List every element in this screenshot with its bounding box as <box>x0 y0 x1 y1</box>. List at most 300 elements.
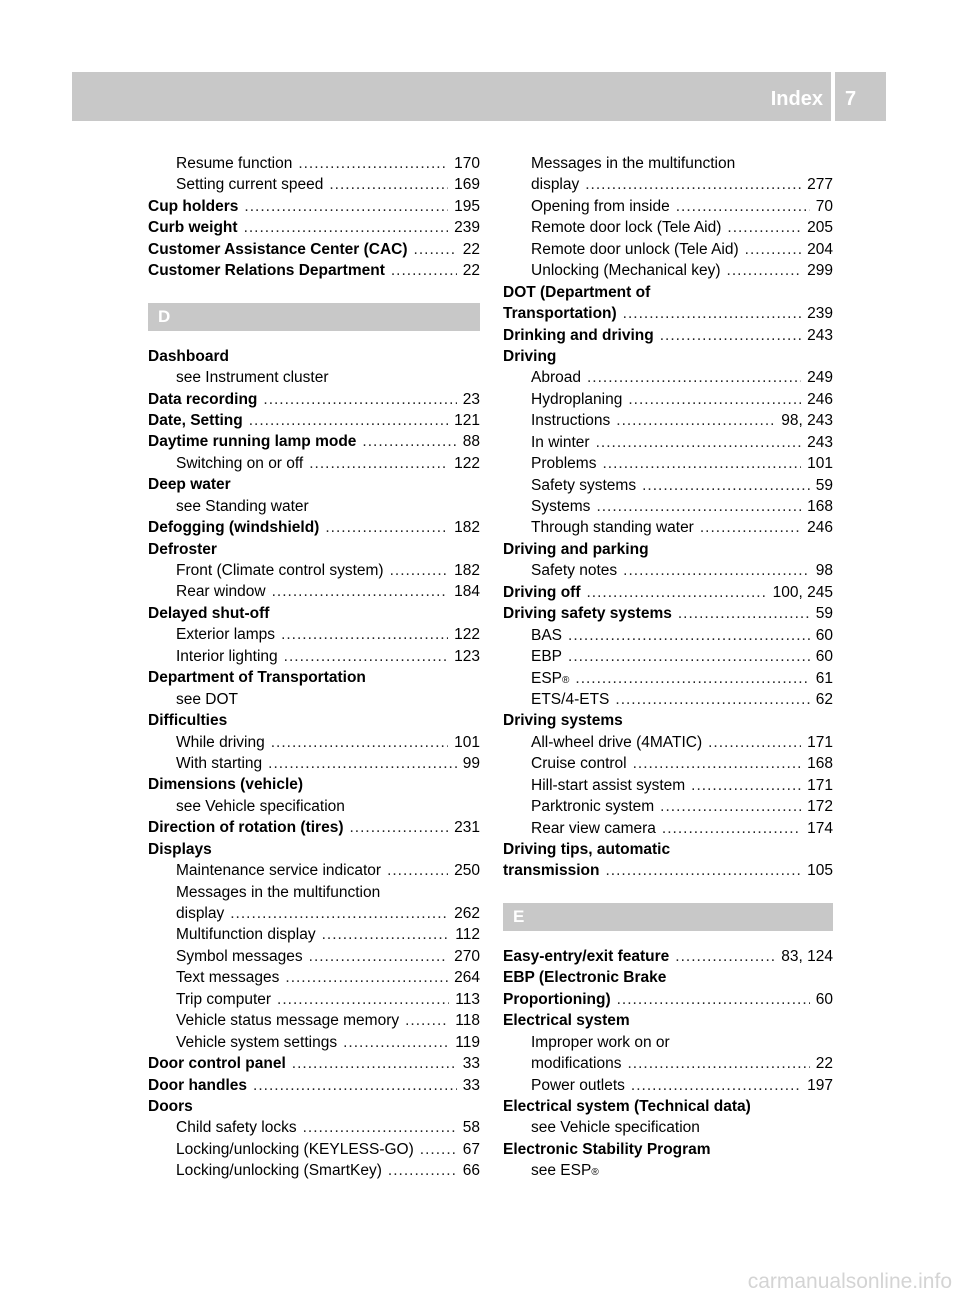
page-reference: 62 <box>815 690 833 708</box>
index-subentry <box>503 625 833 646</box>
entry-label: Switching on or off <box>176 454 304 472</box>
entry-label: Parktronic system <box>531 798 655 816</box>
leader-dots <box>727 260 802 281</box>
index-subentry <box>503 239 833 260</box>
entry-label: Cruise control <box>531 755 627 773</box>
page-reference: 195 <box>454 197 480 215</box>
page-reference: 264 <box>454 969 480 987</box>
page-reference: 299 <box>807 262 833 280</box>
leader-dots <box>617 989 810 1010</box>
page-reference: 205 <box>807 219 833 237</box>
index-entry <box>148 539 480 560</box>
leader-dots <box>623 560 810 581</box>
entry-label: Opening from inside <box>531 197 670 215</box>
index-subentry <box>148 967 480 988</box>
leader-dots <box>271 732 448 753</box>
entry-label: Delayed shut-off <box>148 604 270 622</box>
index-subentry <box>148 732 480 753</box>
section-spacer <box>503 931 833 946</box>
index-subentry <box>503 796 833 817</box>
leader-dots <box>285 967 448 988</box>
entry-label: Maintenance service indicator <box>176 862 382 880</box>
entry-label: Dimensions (vehicle) <box>148 776 304 794</box>
page-reference: 172 <box>807 798 833 816</box>
page-reference: 112 <box>455 926 480 944</box>
index-entry <box>148 667 480 688</box>
index-entry <box>503 1096 833 1117</box>
entry-label: EBP <box>531 648 563 666</box>
section-letter-header: D <box>148 303 480 331</box>
index-subentry <box>148 903 480 924</box>
index-entry <box>503 946 833 967</box>
page-reference: 70 <box>815 197 833 215</box>
leader-dots <box>708 732 801 753</box>
leader-dots <box>642 475 810 496</box>
index-subentry <box>503 496 833 517</box>
index-subentry <box>503 410 833 431</box>
page-reference: 59 <box>815 605 833 623</box>
index-subentry <box>148 496 480 517</box>
leader-dots <box>414 239 457 260</box>
leader-dots <box>390 560 449 581</box>
entry-label: ESP <box>531 669 563 687</box>
entry-label: Driving off <box>503 583 581 601</box>
page-reference: 184 <box>454 583 480 601</box>
index-entry <box>503 303 833 324</box>
page-reference: 60 <box>815 626 833 644</box>
entry-label: Doors <box>148 1097 193 1115</box>
entry-label: see Instrument cluster <box>176 369 329 387</box>
entry-label: Deep water <box>148 476 231 494</box>
index-subentry <box>503 432 833 453</box>
entry-label: Daytime running lamp mode <box>148 433 357 451</box>
leader-dots <box>596 496 801 517</box>
section-title: Index <box>770 88 823 110</box>
leader-dots <box>568 646 810 667</box>
leader-dots <box>281 624 448 645</box>
leader-dots <box>587 367 801 388</box>
page-reference: 58 <box>462 1119 480 1137</box>
page-reference: 123 <box>454 647 480 665</box>
index-subentry <box>148 882 480 903</box>
entry-label: Proportioning) <box>503 990 611 1008</box>
index-subentry <box>503 174 833 195</box>
leader-dots <box>633 753 802 774</box>
index-entry <box>148 239 480 260</box>
page-reference: 270 <box>454 947 480 965</box>
page-reference: 22 <box>815 1055 833 1073</box>
entry-label: Transportation) <box>503 305 617 323</box>
index-entry <box>503 603 833 624</box>
leader-dots <box>596 432 802 453</box>
page-reference: 204 <box>807 240 833 258</box>
index-subentry <box>148 1160 480 1181</box>
index-entry <box>148 389 480 410</box>
entry-label: Driving <box>503 347 557 365</box>
index-subentry <box>148 924 480 945</box>
index-column-left <box>148 153 480 1182</box>
index-entry <box>148 603 480 624</box>
entry-label: Symbol messages <box>176 947 303 965</box>
entry-label: transmission <box>503 862 600 880</box>
index-entry <box>148 217 480 238</box>
leader-dots <box>391 260 457 281</box>
entry-label: Driving safety systems <box>503 605 672 623</box>
leader-dots <box>253 1075 457 1096</box>
leader-dots <box>660 325 801 346</box>
leader-dots <box>362 431 456 452</box>
entry-label: Electrical system (Technical data) <box>503 1097 751 1115</box>
page-reference: 182 <box>454 519 480 537</box>
index-subentry <box>148 624 480 645</box>
entry-label: Cup holders <box>148 197 239 215</box>
index-subentry <box>148 1139 480 1160</box>
entry-label: Vehicle system settings <box>176 1033 338 1051</box>
index-subentry <box>503 475 833 496</box>
index-subentry <box>148 1010 480 1031</box>
leader-dots <box>662 818 801 839</box>
leader-dots <box>628 389 801 410</box>
entry-label: Setting current speed <box>176 176 324 194</box>
index-entry <box>148 1096 480 1117</box>
page-reference: 262 <box>454 905 480 922</box>
entry-label: Driving and parking <box>503 540 649 558</box>
entry-label: Exterior lamps <box>176 626 276 644</box>
entry-label: Child safety locks <box>176 1119 297 1137</box>
entry-label: Customer Assistance Center (CAC) <box>148 240 408 258</box>
page-reference: 33 <box>462 1076 480 1094</box>
entry-label: Hydroplaning <box>531 390 623 408</box>
leader-dots <box>627 1053 809 1074</box>
index-subentry <box>503 818 833 839</box>
page-reference: 250 <box>454 862 480 880</box>
index-subentry <box>148 860 480 881</box>
index-entry <box>148 196 480 217</box>
entry-label: Rear view camera <box>531 819 656 837</box>
leader-dots <box>263 389 456 410</box>
entry-label: see Vehicle specification <box>531 1119 700 1137</box>
entry-label: Locking/unlocking (SmartKey) <box>176 1162 382 1180</box>
page-reference: 168 <box>807 498 833 515</box>
index-subentry <box>148 174 480 195</box>
section-spacer <box>148 282 480 303</box>
page-reference: 66 <box>462 1162 480 1180</box>
page-reference: 22 <box>462 240 480 258</box>
index-subentry <box>148 1117 480 1138</box>
leader-dots <box>387 860 448 881</box>
index-subentry: see ESP ® <box>503 1160 833 1181</box>
leader-dots <box>277 989 449 1010</box>
page-reference: 170 <box>454 155 480 172</box>
entry-label: Door handles <box>148 1076 248 1094</box>
leader-dots <box>678 603 810 624</box>
page-reference: 100, 245 <box>772 583 833 601</box>
index-entry <box>503 1010 833 1031</box>
entry-label: Electronic Stability Program <box>503 1140 711 1158</box>
entry-label: Trip computer <box>176 990 272 1008</box>
entry-label: Door control panel <box>148 1055 286 1073</box>
header-divider <box>831 72 835 121</box>
entry-label: DOT (Department of <box>503 283 651 301</box>
index-entry <box>503 582 833 603</box>
entry-label: Hill-start assist system <box>531 776 686 794</box>
page-reference: 99 <box>462 754 480 772</box>
leader-dots <box>420 1139 457 1160</box>
entry-label: Date, Setting <box>148 411 243 429</box>
page-reference: 239 <box>807 305 833 323</box>
entry-label: Data recording <box>148 390 258 408</box>
index-subentry <box>148 1032 480 1053</box>
index-subentry <box>503 153 833 174</box>
index-entry <box>503 967 833 988</box>
page-reference: 59 <box>815 476 833 494</box>
leader-dots <box>587 582 767 603</box>
index-subentry <box>503 560 833 581</box>
index-entry <box>148 710 480 731</box>
index-subentry <box>148 796 480 817</box>
leader-dots <box>322 924 450 945</box>
index-column-right <box>503 153 833 1182</box>
page-reference: 197 <box>807 1076 833 1094</box>
leader-dots <box>292 1053 457 1074</box>
leader-dots <box>616 410 775 431</box>
leader-dots <box>343 1032 449 1053</box>
index-subentry <box>503 453 833 474</box>
page-reference: 168 <box>807 755 833 773</box>
leader-dots <box>602 453 801 474</box>
page-reference: 122 <box>454 454 480 472</box>
entry-label: Problems <box>531 455 597 473</box>
index-entry <box>148 817 480 838</box>
leader-dots <box>284 646 448 667</box>
entry-label: display <box>176 905 225 922</box>
watermark: carmanualsonline.info <box>747 1270 952 1293</box>
index-entry <box>148 774 480 795</box>
index-subentry <box>148 689 480 710</box>
page-reference: 83, 124 <box>781 947 833 965</box>
entry-label: Rear window <box>176 583 266 601</box>
index-entry <box>148 1075 480 1096</box>
page-reference: 98 <box>815 562 833 580</box>
entry-label: Text messages <box>176 969 280 987</box>
index-subentry <box>503 260 833 281</box>
leader-dots <box>272 581 449 602</box>
entry-label: Electrical system <box>503 1012 630 1030</box>
entry-label: Difficulties <box>148 712 228 730</box>
section-spacer <box>503 882 833 903</box>
page-reference: 98, 243 <box>781 412 833 430</box>
entry-label: Driving systems <box>503 712 623 730</box>
index-entry <box>148 1053 480 1074</box>
entry-label: Drinking and driving <box>503 326 654 344</box>
leader-dots <box>230 903 448 924</box>
entry-label: Improper work on or <box>531 1033 670 1051</box>
index-subentry <box>503 1117 833 1138</box>
entry-label: Abroad <box>531 369 581 387</box>
section-letter-header: E <box>503 903 833 931</box>
leader-dots <box>325 517 448 538</box>
leader-dots <box>676 196 810 217</box>
index-entry <box>148 431 480 452</box>
entry-label: Easy-entry/exit feature <box>503 947 670 965</box>
index-entry <box>148 474 480 495</box>
page-reference: 182 <box>454 562 480 579</box>
leader-dots <box>675 946 775 967</box>
index-entry <box>148 839 480 860</box>
page-reference: 171 <box>807 776 833 794</box>
entry-label: BAS <box>531 626 563 644</box>
leader-dots <box>660 796 801 817</box>
index-entry <box>503 346 833 367</box>
index-subentry <box>503 389 833 410</box>
leader-dots <box>568 625 810 646</box>
entry-label: Instructions <box>531 412 611 430</box>
page-reference: 33 <box>462 1055 480 1073</box>
page-reference: 239 <box>454 219 480 237</box>
entry-label: Remote door lock (Tele Aid) <box>531 219 722 237</box>
leader-dots <box>329 174 448 195</box>
index-subentry <box>503 517 833 538</box>
page-reference: 22 <box>462 262 480 280</box>
leader-dots <box>623 303 801 324</box>
entry-label: Resume function <box>176 155 293 172</box>
page-reference: 61 <box>815 669 833 687</box>
entry-label: ETS/4-ETS <box>531 690 610 708</box>
index-subentry <box>148 646 480 667</box>
index-subentry <box>503 775 833 796</box>
page-reference: 169 <box>454 176 480 194</box>
entry-label: Customer Relations Department <box>148 262 385 280</box>
section-spacer <box>148 331 480 346</box>
page-reference: 101 <box>454 733 480 751</box>
page-number: 7 <box>845 88 857 110</box>
entry-label: Through standing water <box>531 519 694 537</box>
index-entry <box>503 325 833 346</box>
index-subentry <box>148 153 480 174</box>
page-reference: 119 <box>455 1033 480 1051</box>
leader-dots <box>615 689 809 710</box>
index-subentry <box>503 646 833 667</box>
entry-label: Vehicle status message memory <box>176 1012 400 1030</box>
leader-dots <box>605 860 801 881</box>
page-reference: 246 <box>807 519 833 537</box>
page-reference: 67 <box>462 1140 480 1158</box>
page-reference: 246 <box>807 390 833 408</box>
entry-label: Driving tips, automatic <box>503 841 671 858</box>
entry-label: see DOT <box>176 690 239 708</box>
index-subentry <box>148 989 480 1010</box>
entry-label: Curb weight <box>148 219 238 237</box>
page-reference: 60 <box>815 648 833 666</box>
entry-label: Direction of rotation (tires) <box>148 819 344 837</box>
index-subentry <box>503 217 833 238</box>
entry-label: Unlocking (Mechanical key) <box>531 262 721 280</box>
leader-dots <box>268 753 457 774</box>
entry-label: Front (Climate control system) <box>176 562 384 579</box>
leader-dots <box>244 217 449 238</box>
index-entry <box>148 260 480 281</box>
entry-label: With starting <box>176 754 263 772</box>
index-subentry <box>148 946 480 967</box>
leader-dots <box>309 946 448 967</box>
page-reference: 88 <box>462 433 480 451</box>
entry-label: Displays <box>148 840 212 858</box>
page-reference: 118 <box>455 1012 480 1030</box>
entry-label: modifications <box>531 1055 622 1073</box>
leader-dots <box>298 153 448 174</box>
leader-dots <box>405 1010 449 1031</box>
entry-label: Remote door unlock (Tele Aid) <box>531 240 739 258</box>
page-reference: 121 <box>454 411 480 429</box>
index-subentry <box>503 1053 833 1074</box>
entry-label: EBP (Electronic Brake <box>503 969 667 987</box>
page-reference: 243 <box>807 433 833 451</box>
page-reference: 231 <box>454 819 480 837</box>
leader-dots <box>249 410 448 431</box>
index-entry <box>503 839 833 860</box>
index-entry <box>148 517 480 538</box>
leader-dots <box>700 517 801 538</box>
entry-label: see ESP <box>531 1162 592 1180</box>
index-subentry <box>503 1032 833 1053</box>
leader-dots <box>303 1117 457 1138</box>
leader-dots <box>631 1075 801 1096</box>
page-reference: 249 <box>807 369 833 387</box>
index-subentry: ESP ® ..... 61 <box>503 668 833 689</box>
entry-label: Dashboard <box>148 347 229 365</box>
entry-label: see Vehicle specification <box>176 797 345 815</box>
index-subentry <box>503 732 833 753</box>
index-subentry <box>148 453 480 474</box>
entry-label: Messages in the multifunction <box>531 155 736 172</box>
index-entry <box>503 539 833 560</box>
entry-label: In winter <box>531 433 590 451</box>
index-subentry <box>503 367 833 388</box>
entry-label: Defogging (windshield) <box>148 519 320 537</box>
page-reference: 23 <box>462 390 480 408</box>
entry-label: Systems <box>531 498 591 515</box>
leader-dots <box>309 453 448 474</box>
entry-label: Power outlets <box>531 1076 625 1094</box>
leader-dots <box>575 668 809 689</box>
page-reference: 122 <box>454 626 480 644</box>
index-subentry <box>148 753 480 774</box>
page-reference: 174 <box>807 819 833 837</box>
page-reference: 277 <box>807 176 833 194</box>
index-subentry <box>503 196 833 217</box>
leader-dots <box>244 196 448 217</box>
entry-label: display <box>531 176 580 194</box>
page-reference: 101 <box>807 455 833 473</box>
entry-label: Safety systems <box>531 476 637 494</box>
index-entry <box>503 282 833 303</box>
index-subentry <box>503 753 833 774</box>
entry-label: All-wheel drive (4MATIC) <box>531 733 703 751</box>
page-reference: 105 <box>807 862 833 880</box>
leader-dots <box>349 817 448 838</box>
index-subentry <box>148 560 480 581</box>
leader-dots <box>691 775 801 796</box>
index-entry <box>503 860 833 881</box>
index-entry <box>503 1139 833 1160</box>
page-reference: 113 <box>455 990 480 1008</box>
index-subentry <box>148 581 480 602</box>
entry-label: Defroster <box>148 540 217 558</box>
index-subentry <box>503 689 833 710</box>
index-entry <box>503 989 833 1010</box>
index-entry <box>148 346 480 367</box>
entry-label: Department of Transportation <box>148 669 366 687</box>
